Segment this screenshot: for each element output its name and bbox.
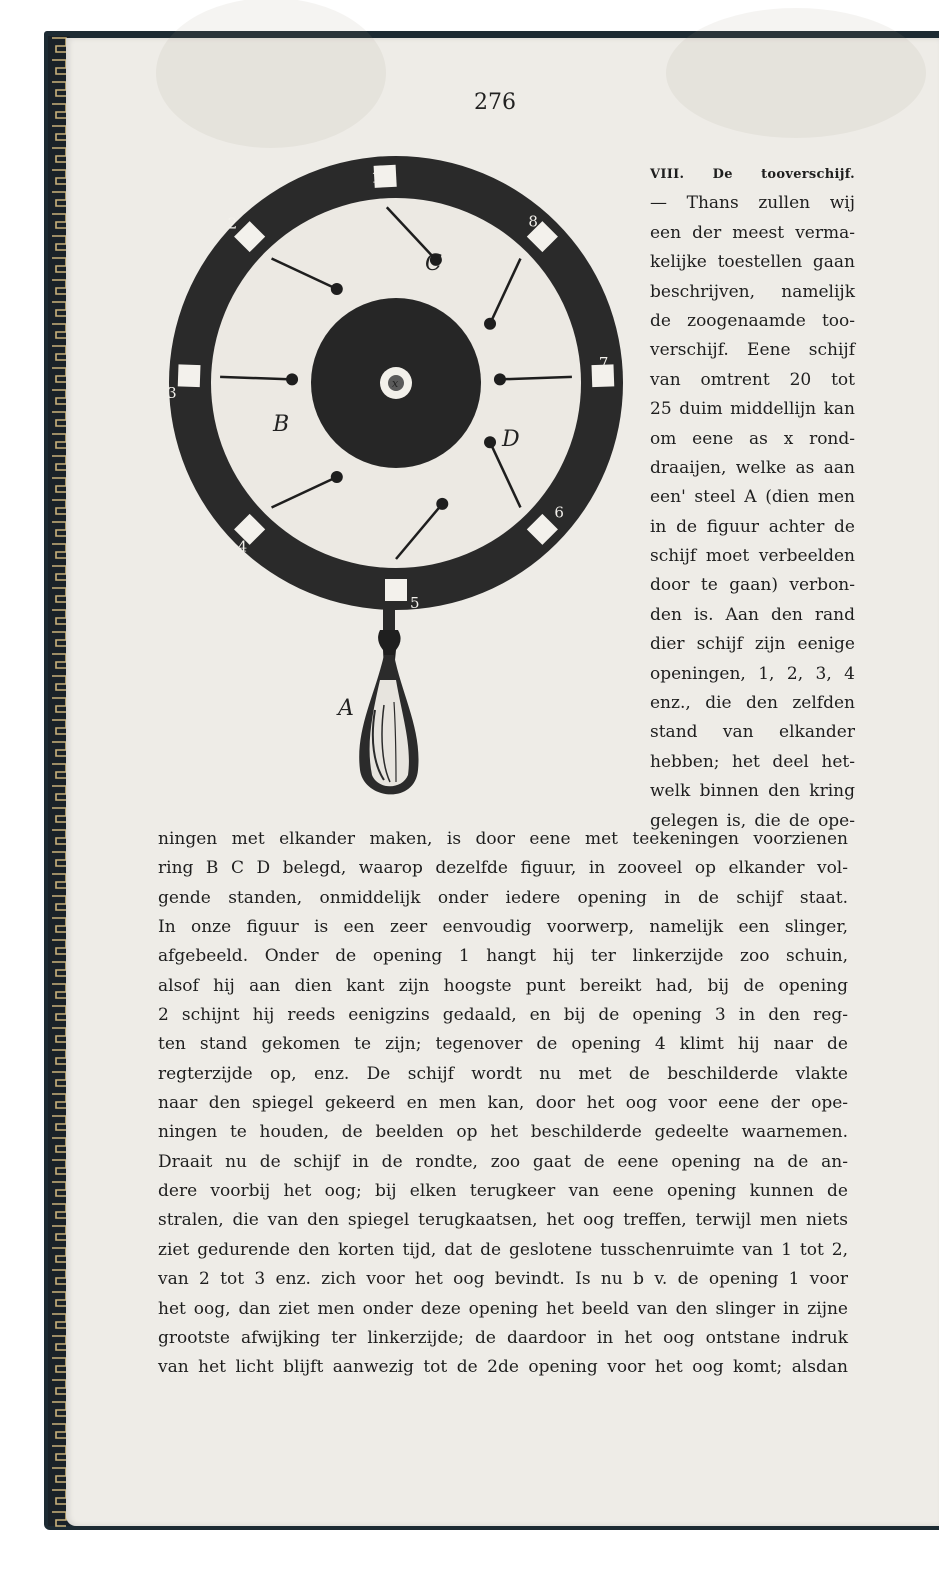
text-line: openingen, 1, 2, 3, 4 <box>650 663 855 684</box>
side-column <box>650 160 855 836</box>
border-ornament <box>52 1248 66 1262</box>
text-line: draaijen, welke as aan <box>650 457 855 478</box>
border-ornament <box>52 610 66 624</box>
border-ornament <box>52 390 66 404</box>
border-ornament <box>52 918 66 932</box>
border-ornament <box>52 368 66 382</box>
text-line: ring B C D belegd, waarop dezelfde figuur, in zooveel op elkander vol- <box>158 858 848 879</box>
text-line: schijf moet verbeelden <box>650 546 855 567</box>
text-line: ningen met elkander maken, is door eene met teekeningen voorzienen <box>158 829 848 849</box>
border-ornament <box>52 984 66 998</box>
border-ornament <box>52 1138 66 1152</box>
border-ornament <box>52 170 66 184</box>
border-ornament <box>52 544 66 558</box>
border-ornament <box>52 786 66 800</box>
body-text <box>158 825 848 1383</box>
text-line: de zoogenaamde too- <box>650 310 855 331</box>
text-line: 2 schijnt hij reeds eenigzins gedaald, en bij de opening 3 in den reg- <box>158 1005 848 1026</box>
text-line: een' steel A (dien men <box>650 487 855 508</box>
text-line: verschijf. Eene schijf <box>650 340 855 361</box>
opening-number: 7 <box>598 353 609 372</box>
pendulum-bob <box>286 373 298 385</box>
label-b: B <box>273 412 290 437</box>
border-ornament <box>52 522 66 536</box>
border-ornament <box>52 698 66 712</box>
border-ornament <box>52 478 66 492</box>
border-ornament <box>52 764 66 778</box>
border-ornament <box>52 346 66 360</box>
border-ornament <box>52 1182 66 1196</box>
border-ornament <box>52 874 66 888</box>
text-line: door te gaan) verbon- <box>650 575 855 596</box>
border-ornament <box>52 60 66 74</box>
border-ornament <box>52 258 66 272</box>
border-ornament <box>52 830 66 844</box>
page-number: 276 <box>474 90 516 115</box>
border-ornament <box>52 1512 66 1526</box>
border-ornament <box>52 654 66 668</box>
water-stain <box>156 0 386 148</box>
border-ornament <box>52 1028 66 1042</box>
text-line: ten stand gekomen te zijn; tegenover de opening 4 klimt hij naar de <box>158 1034 848 1055</box>
border-ornament <box>52 632 66 646</box>
label-a: A <box>338 696 354 721</box>
opening-number: 5 <box>410 594 420 612</box>
border-ornament <box>52 1226 66 1240</box>
text-line: naar den spiegel gekeerd en men kan, door het oog voor eene der ope- <box>158 1093 848 1114</box>
text-line: van 2 tot 3 enz. zich voor het oog bevindt. Is nu b v. de opening 1 voor <box>158 1269 848 1290</box>
border-ornament <box>52 1446 66 1460</box>
text-line: van omtrent 20 tot <box>650 369 855 390</box>
border-ornament <box>52 1270 66 1284</box>
border-ornament <box>52 1358 66 1372</box>
text-line: stand van elkander <box>650 722 855 743</box>
pendulum-bob <box>484 318 496 330</box>
border-ornament <box>52 1490 66 1504</box>
border-ornament <box>52 808 66 822</box>
border-ornament <box>52 456 66 470</box>
border-ornament <box>52 896 66 910</box>
text-line: in de figuur achter de <box>650 516 855 537</box>
border-ornament <box>52 38 66 52</box>
pendulum-bob <box>484 436 496 448</box>
border-ornament <box>52 720 66 734</box>
pendulum-bob <box>494 373 506 385</box>
border-ornament <box>52 1424 66 1438</box>
border-ornament <box>52 588 66 602</box>
border-ornament <box>52 82 66 96</box>
text-line: den is. Aan den rand <box>650 604 855 625</box>
pendulum-bob <box>331 283 343 295</box>
border-ornament <box>52 500 66 514</box>
text-line: alsof hij aan dien kant zijn hoogste punt bereikt had, bij de opening <box>158 975 848 996</box>
text-line: Draait nu de schijf in de rondte, zoo gaat de eene opening na de an- <box>158 1151 848 1172</box>
text-line: welk binnen den kring <box>650 781 855 802</box>
tooverschijf-figure <box>167 150 640 820</box>
text-line: beschrijven, namelijk <box>650 281 855 302</box>
border-ornament <box>52 940 66 954</box>
text-line: afgebeeld. Onder de opening 1 hangt hij ter linkerzijde zoo schuin, <box>158 946 848 967</box>
border-ornament <box>52 566 66 580</box>
border-ornament <box>52 280 66 294</box>
text-line: een der meest verma- <box>650 222 855 243</box>
water-stain <box>666 8 926 138</box>
border-ornament <box>52 1116 66 1130</box>
text-line: van het licht blijft aanwezig tot de 2de opening voor het oog komt; alsdan <box>158 1357 848 1378</box>
border-ornament <box>52 324 66 338</box>
text-line: In onze figuur is een zeer eenvoudig voorwerp, namelijk een slinger, <box>158 917 848 938</box>
opening-number: 4 <box>237 537 248 556</box>
border-ornament <box>52 1380 66 1394</box>
border-ornament <box>52 1468 66 1482</box>
opening-number: 1 <box>371 168 381 187</box>
border-ornament <box>52 192 66 206</box>
pendulum-bob <box>331 471 343 483</box>
border-ornament <box>52 1292 66 1306</box>
text-line: enz., die den zelfden <box>650 693 855 714</box>
border-ornament <box>52 1006 66 1020</box>
text-line: kelijke toestellen gaan <box>650 252 855 273</box>
border-ornament <box>52 852 66 866</box>
border-ornament <box>52 742 66 756</box>
text-line: regterzijde op, enz. De schijf wordt nu met de beschilderde vlakte <box>158 1063 848 1084</box>
border-ornament <box>52 236 66 250</box>
text-line: het oog, dan ziet men onder deze opening het beeld van den slinger in zijne <box>158 1298 848 1319</box>
border-ornament <box>52 1072 66 1086</box>
border-ornament <box>52 214 66 228</box>
border-ornament <box>52 1160 66 1174</box>
opening-number: 8 <box>528 212 538 231</box>
label-c: C <box>425 251 442 276</box>
label-d: D <box>502 427 520 452</box>
label-center-x: x <box>392 377 399 390</box>
border-ornament <box>52 148 66 162</box>
text-line: dier schijf zijn eenige <box>650 634 855 655</box>
disc-opening <box>385 579 407 601</box>
text-line: gende standen, onmiddelijk onder iedere opening in de schijf staat. <box>158 887 848 908</box>
opening-number: 2 <box>227 214 238 233</box>
border-ornament <box>52 1314 66 1328</box>
text-line: hebben; het deel het- <box>650 751 855 772</box>
disc-opening <box>178 364 201 387</box>
text-line: 25 duim middellijn kan <box>650 399 855 420</box>
opening-number: 6 <box>554 503 564 522</box>
text-line: ningen te houden, de beelden op het beschilderde gedeelte waarnemen. <box>158 1122 848 1143</box>
text-line: grootste afwijking ter linkerzijde; de daardoor in het oog ontstane indruk <box>158 1327 848 1348</box>
opening-number: 3 <box>167 383 177 402</box>
border-ornament <box>52 676 66 690</box>
text-line: dere voorbij het oog; bij elken terugkeer van eene opening kunnen de <box>158 1181 848 1202</box>
text-line: stralen, die van den spiegel terugkaatsen, het oog treffen, terwijl men niets <box>158 1210 848 1231</box>
border-ornament <box>52 1402 66 1416</box>
border-ornament <box>52 434 66 448</box>
text-line: gelegen is, die de ope- <box>650 810 855 831</box>
border-ornament <box>52 302 66 316</box>
border-ornament <box>52 1094 66 1108</box>
section-heading: VIII. De tooverschijf. <box>650 167 855 182</box>
border-ornament <box>52 1336 66 1350</box>
border-ornament <box>52 962 66 976</box>
text-line: — Thans zullen wij <box>650 193 855 214</box>
border-ornament <box>52 1050 66 1064</box>
border-ornament <box>52 104 66 118</box>
text-line: om eene as x rond- <box>650 428 855 449</box>
text-line: ziet gedurende den korten tijd, dat de geslotene tusschenruimte van 1 tot 2, <box>158 1239 848 1260</box>
pendulum-bob <box>436 498 448 510</box>
border-ornament <box>52 1204 66 1218</box>
border-ornament <box>52 412 66 426</box>
border-ornament <box>52 126 66 140</box>
